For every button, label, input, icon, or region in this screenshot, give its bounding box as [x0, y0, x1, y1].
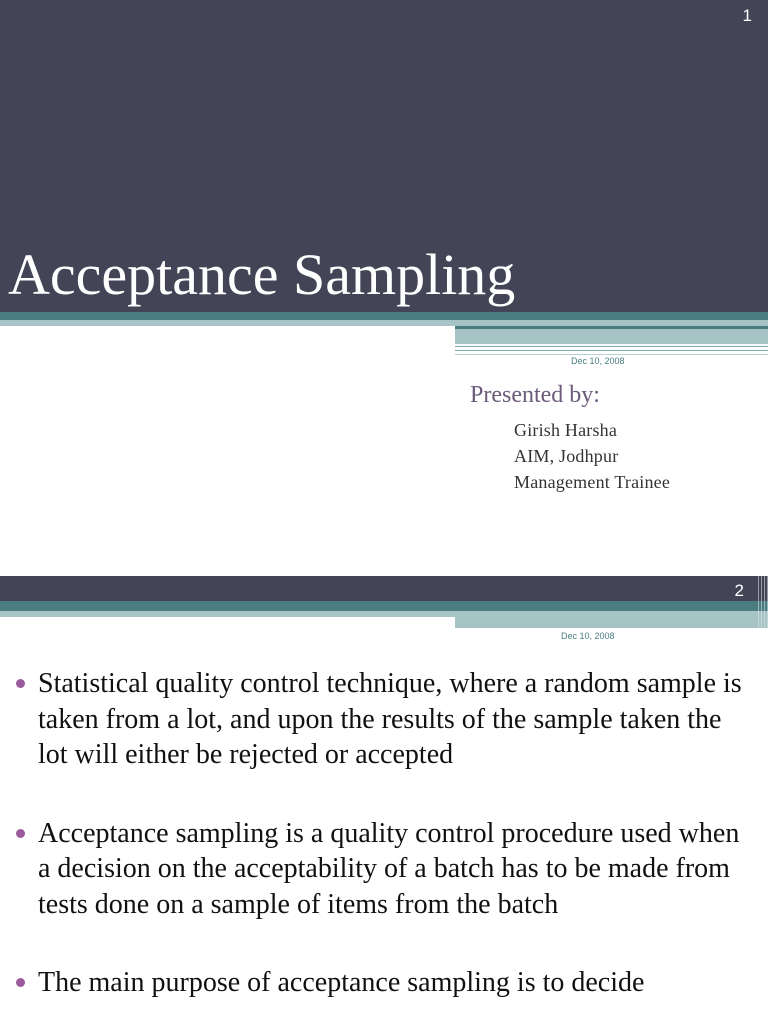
accent-strip — [455, 320, 768, 344]
bullet-icon — [16, 978, 25, 987]
presenter-info — [514, 417, 670, 495]
bullet-icon — [16, 829, 25, 838]
accent-strip — [0, 601, 768, 611]
presenter-institute: AIM, Jodhpur — [514, 446, 619, 466]
bullet-text: Statistical quality control technique, where a random sample is taken from a lot, and upon the results of the sample taken the lot will either be rejected or accepted — [38, 668, 742, 770]
slide-number: 2 — [734, 581, 744, 600]
list-item — [0, 965, 768, 1001]
bullet-text: The main purpose of acceptance sampling is to decide — [38, 967, 645, 998]
header-band — [0, 576, 768, 601]
accent-rule — [455, 346, 768, 347]
slide-date: Dec 10, 2008 — [561, 631, 615, 641]
accent-strip — [455, 611, 768, 628]
presenter-name: Girish Harsha — [514, 420, 618, 440]
slide-number: 1 — [742, 6, 752, 25]
accent-strip — [0, 611, 455, 617]
slide-2 — [0, 576, 768, 1024]
accent-strip — [455, 326, 768, 329]
accent-strip — [0, 320, 455, 326]
list-item — [0, 666, 768, 773]
accent-rule — [455, 350, 768, 351]
presented-by-label: Presented by: — [470, 382, 600, 408]
list-item — [0, 816, 768, 923]
bullet-text: Acceptance sampling is a quality control procedure used when a decision on the acceptability of a batch has to be made from tests done on a sample of items from the batch — [38, 817, 740, 920]
slide-date: Dec 10, 2008 — [571, 356, 625, 366]
slide-edge-texture — [758, 576, 768, 628]
bullet-icon — [16, 679, 25, 688]
accent-strip — [0, 312, 768, 320]
slide-title: Acceptance Sampling — [8, 242, 516, 307]
bullet-list — [0, 666, 768, 1024]
presenter-role: Management Trainee — [514, 472, 671, 492]
accent-rule — [455, 354, 768, 355]
